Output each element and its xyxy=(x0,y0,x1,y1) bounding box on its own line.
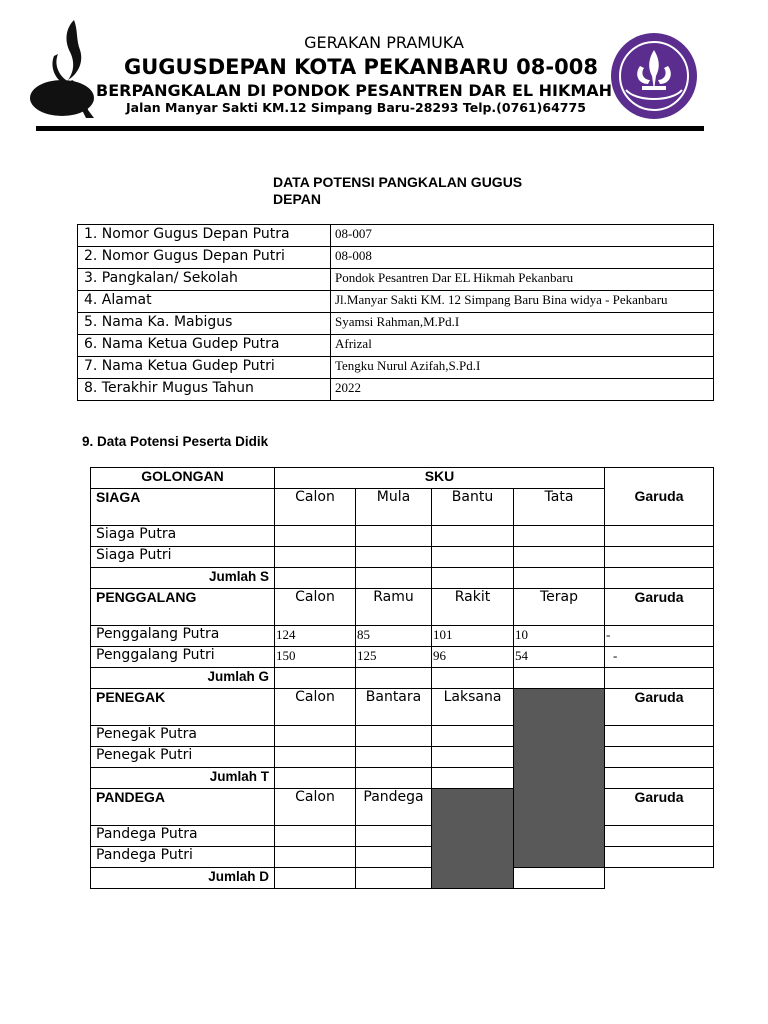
info-value: Syamsi Rahman,M.Pd.I xyxy=(331,313,714,335)
info-label: 4. Alamat xyxy=(78,291,331,313)
pangkalan-subtitle: BERPANGKALAN DI PONDOK PESANTREN DAR EL HIKMAH xyxy=(96,81,613,100)
penggalang-putra-label: Penggalang Putra xyxy=(91,626,275,647)
garuda-header: Garuda xyxy=(605,468,714,526)
address-line: Jalan Manyar Sakti KM.12 Simpang Baru-28293 Telp.(0761)64775 xyxy=(126,100,586,115)
info-label: 3. Pangkalan/ Sekolah xyxy=(78,269,331,291)
penggalang-putri-label: Penggalang Putri xyxy=(91,647,275,668)
info-value: Afrizal xyxy=(331,335,714,357)
pangkalan-info-table xyxy=(77,224,714,401)
pandega-head-row xyxy=(91,789,714,826)
pandega-calon: Calon xyxy=(275,789,356,826)
pandega-heading: PANDEGA xyxy=(91,789,275,826)
siaga-heading: SIAGA xyxy=(91,489,275,526)
info-value: Tengku Nurul Azifah,S.Pd.I xyxy=(331,357,714,379)
shaded-cell xyxy=(432,789,514,889)
info-value: 08-007 xyxy=(331,225,714,247)
penegak-calon: Calon xyxy=(275,689,356,726)
penegak-head-row xyxy=(91,689,714,726)
cell-value: - xyxy=(605,626,714,647)
info-value: 2022 xyxy=(331,379,714,401)
cell-value: 85 xyxy=(356,626,432,647)
jumlah-s-label: Jumlah S xyxy=(91,568,275,589)
potensi-table xyxy=(90,467,714,889)
table-row xyxy=(91,626,714,647)
pandega-putri-label: Pandega Putri xyxy=(91,847,275,868)
cell-value: 101 xyxy=(432,626,514,647)
tunas-kelapa-logo xyxy=(28,14,100,122)
siaga-putra-label: Siaga Putra xyxy=(91,526,275,547)
info-value: Pondok Pesantren Dar EL Hikmah Pekanbaru xyxy=(331,269,714,291)
shaded-cell xyxy=(514,689,605,868)
table-row xyxy=(91,847,714,868)
siaga-tata: Tata xyxy=(514,489,605,526)
cell-value: 124 xyxy=(275,626,356,647)
table-header-row xyxy=(91,468,714,489)
pandega-garuda: Garuda xyxy=(605,789,714,826)
org-name: GERAKAN PRAMUKA xyxy=(304,33,464,52)
table-row xyxy=(91,768,714,789)
penegak-laksana: Laksana xyxy=(432,689,514,726)
sku-header: SKU xyxy=(275,468,605,489)
info-label: 2. Nomor Gugus Depan Putri xyxy=(78,247,331,269)
info-row xyxy=(78,269,714,291)
info-value: Jl.Manyar Sakti KM. 12 Simpang Baru Bina widya - Pekanbaru xyxy=(331,291,714,313)
siaga-putri-label: Siaga Putri xyxy=(91,547,275,568)
penggalang-head-row xyxy=(91,589,714,626)
cell-value: - xyxy=(605,647,714,668)
jumlah-t-label: Jumlah T xyxy=(91,768,275,789)
info-label: 5. Nama Ka. Mabigus xyxy=(78,313,331,335)
penegak-putra-label: Penegak Putra xyxy=(91,726,275,747)
info-label: 6. Nama Ketua Gudep Putra xyxy=(78,335,331,357)
siaga-bantu: Bantu xyxy=(432,489,514,526)
golongan-header: GOLONGAN xyxy=(91,468,275,489)
table-row xyxy=(91,547,714,568)
cell-value: 54 xyxy=(514,647,605,668)
penggalang-heading: PENGGALANG xyxy=(91,589,275,626)
cell-value: 125 xyxy=(356,647,432,668)
penggalang-terap: Terap xyxy=(514,589,605,626)
info-row xyxy=(78,357,714,379)
info-row xyxy=(78,335,714,357)
cell-value: 150 xyxy=(275,647,356,668)
siaga-calon: Calon xyxy=(275,489,356,526)
wosm-badge-logo xyxy=(610,32,698,120)
info-row xyxy=(78,247,714,269)
penggalang-rakit: Rakit xyxy=(432,589,514,626)
header-rule xyxy=(36,126,704,131)
table-row xyxy=(91,647,714,668)
penegak-bantara: Bantara xyxy=(356,689,432,726)
jumlah-g-label: Jumlah G xyxy=(91,668,275,689)
penggalang-ramu: Ramu xyxy=(356,589,432,626)
penggalang-calon: Calon xyxy=(275,589,356,626)
jumlah-d-label: Jumlah D xyxy=(91,868,275,889)
info-label: 7. Nama Ketua Gudep Putri xyxy=(78,357,331,379)
info-label: 8. Terakhir Mugus Tahun xyxy=(78,379,331,401)
info-row xyxy=(78,291,714,313)
table-row xyxy=(91,726,714,747)
penegak-heading: PENEGAK xyxy=(91,689,275,726)
info-row xyxy=(78,379,714,401)
section-9-heading: 9. Data Potensi Peserta Didik xyxy=(82,434,269,449)
table-row xyxy=(91,568,714,589)
pandega-pandega: Pandega xyxy=(356,789,432,826)
cell-value: 96 xyxy=(432,647,514,668)
table-row xyxy=(91,826,714,847)
info-value: 08-008 xyxy=(331,247,714,269)
info-row xyxy=(78,313,714,335)
penegak-garuda: Garuda xyxy=(605,689,714,726)
penegak-putri-label: Penegak Putri xyxy=(91,747,275,768)
info-row xyxy=(78,225,714,247)
document-title: DATA POTENSI PANGKALAN GUGUS DEPAN xyxy=(273,174,523,207)
table-row xyxy=(91,747,714,768)
cell-value: 10 xyxy=(514,626,605,647)
penggalang-garuda: Garuda xyxy=(605,589,714,626)
pandega-putra-label: Pandega Putra xyxy=(91,826,275,847)
table-row xyxy=(91,526,714,547)
info-label: 1. Nomor Gugus Depan Putra xyxy=(78,225,331,247)
table-row xyxy=(91,668,714,689)
gugusdepan-title: GUGUSDEPAN KOTA PEKANBARU 08-008 xyxy=(124,55,598,79)
table-row xyxy=(91,868,714,889)
siaga-mula: Mula xyxy=(356,489,432,526)
